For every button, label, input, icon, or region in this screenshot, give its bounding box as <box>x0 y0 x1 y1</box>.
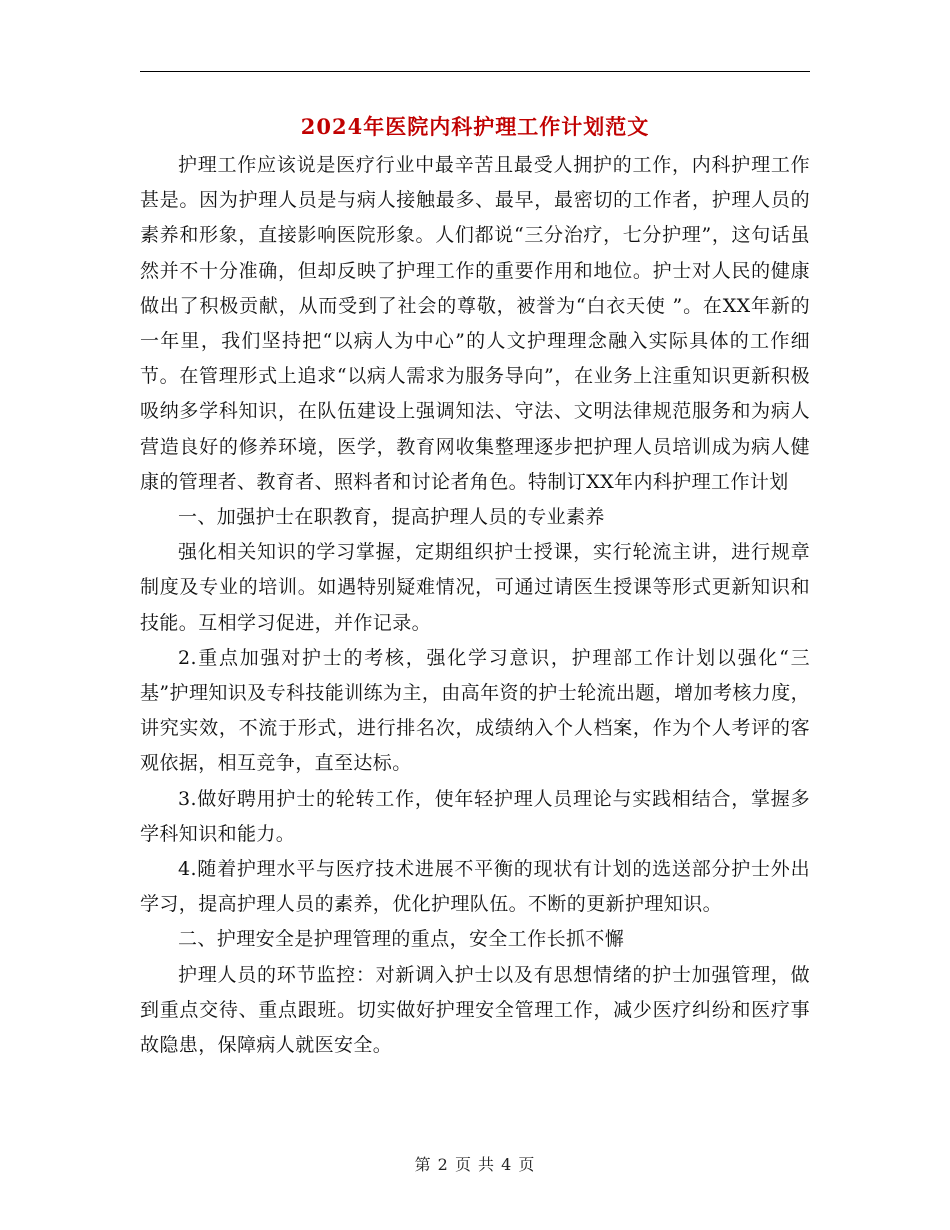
body-paragraph: 强化相关知识的学习掌握，定期组织护士授课，实行轮流主讲，进行规章制度及专业的培训。如遇特别疑难情况，可通过请医生授课等形式更新知识和技能。互相学习促进，并作记录。 <box>140 541 810 634</box>
list-item-2: 2.重点加强对护士的考核，强化学习意识，护理部工作计划以强化“三基”护理知识及专科技能训练为主，由高年资的护士轮流出题，增加考核力度，讲究实效，不流于形式，进行排名次，成绩纳入个人档案，作为个人考评的客观依据，相互竞争，直至达标。 <box>140 646 810 775</box>
section-heading-1: 一、加强护士在职教育，提高护理人员的专业素养 <box>178 506 605 529</box>
section-heading-2: 二、护理安全是护理管理的重点，安全工作长抓不懈 <box>178 928 625 951</box>
document-body <box>140 148 810 1063</box>
intro-paragraph: 护理工作应该说是医疗行业中最辛苦且最受人拥护的工作，内科护理工作甚是。因为护理人员是与病人接触最多、最早，最密切的工作者，护理人员的素养和形象，直接影响医院形象。人们都说“三分治疗，七分护理”，这句话虽然并不十分准确，但却反映了护理工作的重要作用和地位。护士对人民的健康做出了积极贡献，从而受到了社会的尊敬，被誉为“白衣天使 ”。在XX年新的一年里，我们坚持把“以病人为中心”的人文护理理念融入实际具体的工作细节。在管理形式上追求“以病人需求为服务导向”，在业务上注重知识更新积极吸纳多学科知识，在队伍建设上强调知法、守法、文明法律规范服务和为病人营造良好的修养环境，医学，教育网收集整理逐步把护理人员培训成为病人健康的管理者、教育者、照料者和讨论者角色。特制订XX年内科护理工作计划 <box>140 154 810 493</box>
list-item-4: 4.随着护理水平与医疗技术进展不平衡的现状有计划的选送部分护士外出学习，提高护理人员的素养，优化护理队伍。不断的更新护理知识。 <box>140 858 810 916</box>
header-rule <box>140 71 810 72</box>
body-paragraph: 护理人员的环节监控：对新调入护士以及有思想情绪的护士加强管理，做到重点交待、重点跟班。切实做好护理安全管理工作，减少医疗纠纷和医疗事故隐患，保障病人就医安全。 <box>140 963 810 1057</box>
document-title: 2024年医院内科护理工作计划范文 <box>300 114 650 139</box>
page-number: 第 2 页 共 4 页 <box>414 1155 536 1174</box>
list-item-3: 3.做好聘用护士的轮转工作，使年轻护理人员理论与实践相结合，掌握多学科知识和能力。 <box>140 787 810 845</box>
